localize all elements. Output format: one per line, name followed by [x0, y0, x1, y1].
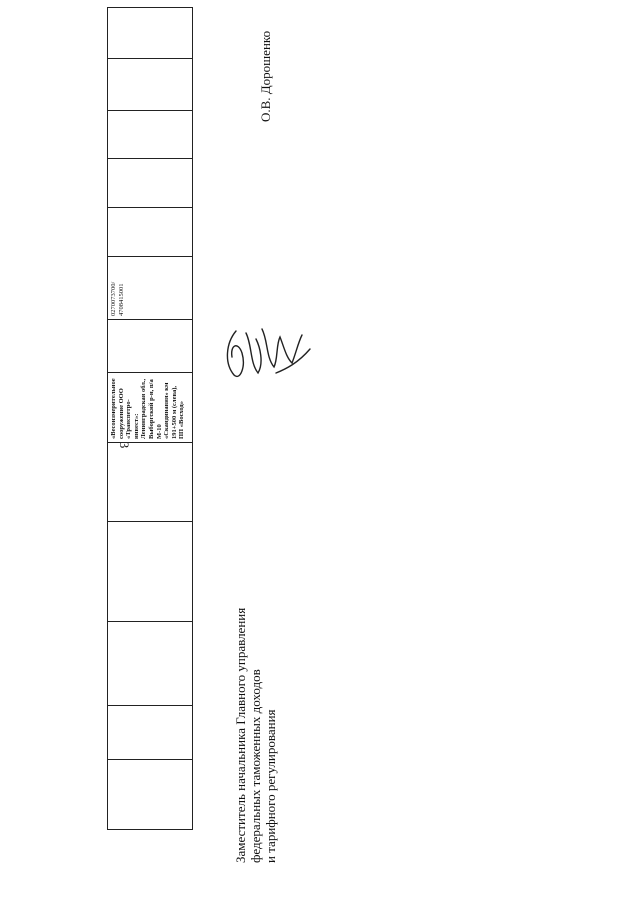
signatory-title-line: федеральных таможенных доходов: [248, 669, 263, 863]
table-cell: [108, 622, 193, 706]
handwritten-signature: [206, 323, 316, 383]
table-cell: [108, 8, 193, 59]
signatory-title: [233, 533, 278, 863]
signatory-title-line: Заместитель начальника Главного управления: [233, 607, 248, 863]
table-cell-location: «Весоизмерительное сооружение ООО «Транспетро- инвест»: Ленинградская обл., Выборгский р-н, п/а М-10 «Скандинавия» км 191+500 м (слева), ПП «Восход»: [108, 373, 193, 443]
signatory-name: О.В. Дорошенко: [258, 30, 273, 122]
table-cell: [108, 320, 193, 373]
table-cell: [108, 59, 193, 111]
table-cell: [108, 760, 193, 830]
table-cell: [108, 522, 193, 622]
table-cell: [108, 208, 193, 257]
signatory-title-line: и тарифного регулирования: [263, 709, 278, 863]
table-cell: [108, 159, 193, 208]
table-cell: [108, 443, 193, 522]
table-cell: [108, 706, 193, 760]
table-row: [108, 8, 193, 830]
page-number: 3: [117, 441, 132, 449]
table-cell-inn: 0270073700/ 4708415001: [108, 257, 193, 320]
data-table: [107, 108, 193, 830]
table-cell: [108, 111, 193, 159]
